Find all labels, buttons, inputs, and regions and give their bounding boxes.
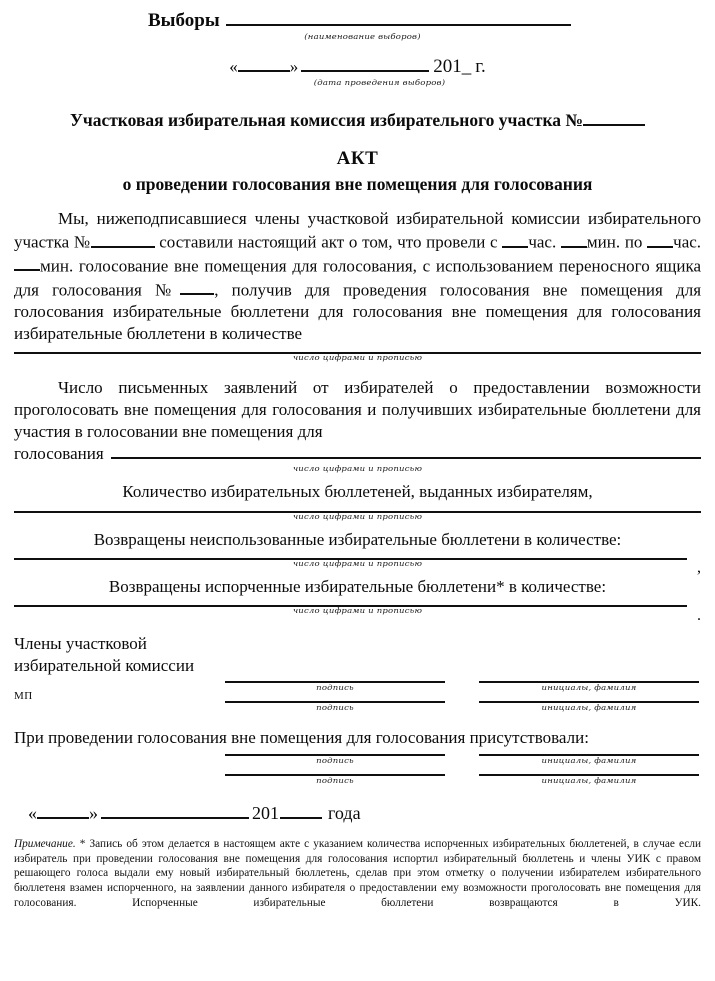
elections-header-row	[14, 0, 701, 32]
spoiled-ballots-statement: Возвращены испорченные избирательные бюллетени* в количестве:	[108, 577, 607, 597]
unused-ballots-caption: число цифрами и прописью	[292, 559, 423, 569]
bottom-year-blank[interactable]	[280, 800, 322, 819]
quote-open: «	[28, 802, 37, 823]
signature-cell	[225, 754, 445, 766]
issued-ballots-caption: число цифрами и прописью	[292, 512, 423, 522]
name-caption: инициалы, фамилия	[541, 756, 637, 766]
elections-name-caption: (наименование выборов)	[304, 32, 421, 42]
start-minute-blank[interactable]	[561, 230, 587, 248]
issued-ballots-rule-row	[14, 511, 701, 522]
paragraph-seg-3: час.	[528, 232, 557, 252]
observer-name-blank[interactable]	[479, 754, 699, 756]
year-prefix: 201_	[433, 55, 472, 77]
ballots-received-caption: число цифрами и прописью	[292, 353, 423, 364]
precinct-number-blank[interactable]	[583, 108, 645, 126]
elections-date-row	[14, 53, 701, 78]
month-blank[interactable]	[301, 53, 429, 72]
paragraph-seg-1: Мы, нижеподписавшиеся члены участковой избирательной комиссии избирательного участка №	[14, 208, 701, 252]
signature-cell	[225, 681, 445, 693]
commission-members-block	[14, 633, 701, 677]
bottom-year-word: года	[328, 802, 361, 823]
day-blank[interactable]	[238, 53, 290, 72]
elections-name-blank[interactable]	[226, 11, 571, 26]
name-cell	[479, 701, 699, 713]
quote-open: «	[229, 56, 238, 76]
signature-row	[14, 774, 701, 786]
observer-signature-blank[interactable]	[225, 754, 445, 756]
end-minute-blank[interactable]	[14, 254, 40, 272]
start-hour-blank[interactable]	[502, 230, 528, 248]
signature-cell	[225, 701, 445, 713]
unused-ballots-punctuation: ,	[697, 559, 701, 577]
spoiled-ballots-rule-row	[14, 605, 701, 624]
bottom-day-blank[interactable]	[37, 800, 89, 819]
commission-label: Участковая избирательная комиссия избирательного участка №	[69, 109, 583, 130]
signature-caption: подпись	[316, 683, 354, 693]
elections-date-caption: (дата проведения выборов)	[313, 78, 446, 88]
applications-tail-word: голосования	[14, 444, 104, 464]
applications-tail-row	[14, 443, 701, 465]
act-title: АКТ	[336, 147, 379, 169]
ballot-box-number-blank[interactable]	[180, 278, 214, 296]
signature-caption: подпись	[316, 703, 354, 713]
name-caption: инициалы, фамилия	[541, 683, 637, 693]
signature-row	[14, 681, 701, 693]
signature-caption: подпись	[316, 776, 354, 786]
members-line-2: избирательной комиссии	[14, 655, 195, 675]
precinct-number-inline-blank[interactable]	[91, 230, 155, 248]
name-cell	[479, 774, 699, 786]
applications-count-blank[interactable]	[111, 444, 701, 459]
observers-signature-grid	[14, 754, 701, 787]
paragraph-seg-2: составили настоящий акт о том, что провели с	[159, 232, 498, 252]
unused-ballots-rule-row	[14, 558, 701, 577]
commission-line	[14, 108, 701, 131]
name-caption: инициалы, фамилия	[541, 776, 637, 786]
ballots-received-rule-row	[14, 352, 701, 363]
footnote-text: * Запись об этом делается в настоящем акте с указанием количества испорченных избирательных бюллетеней, в случае если избиратель при проведении голосования вне помещения для голосования испортил избирательный бюллетень и члены УИК с правом решающего голоса выдали ему новый избирательный бюллетень, сделав при этом отметку о получении избирателем избирательного бюллетеня взамен испорченного, на заявлении данного избирателя о предоставлении ему возможности проголосовать вне помещения для голосования. Испорченные избирательные бюллетени возвращаются в УИК.	[14, 837, 702, 909]
act-subtitle: о проведении голосования вне помещения для голосования	[122, 173, 593, 194]
name-cell	[479, 754, 699, 766]
signature-caption: подпись	[316, 756, 354, 766]
issued-ballots-statement: Количество избирательных бюллетеней, выданных избирателям,	[122, 482, 593, 502]
name-caption: инициалы, фамилия	[541, 703, 637, 713]
observers-present-line: При проведении голосования вне помещения для голосования присутствовали:	[14, 727, 589, 747]
spoiled-ballots-caption: число цифрами и прописью	[292, 606, 423, 617]
members-line-1: Члены участковой	[14, 633, 147, 653]
quote-close: »	[289, 56, 299, 76]
paragraph-seg-4: мин. по	[586, 232, 643, 252]
members-signature-grid	[14, 681, 701, 714]
stamp-mark: МП	[14, 689, 33, 702]
bottom-date-row	[14, 800, 701, 824]
elections-label: Выборы	[148, 10, 220, 31]
main-paragraph	[14, 208, 701, 345]
footnote	[14, 837, 701, 910]
end-hour-blank[interactable]	[647, 230, 673, 248]
bottom-month-blank[interactable]	[101, 800, 249, 819]
applications-count-caption: число цифрами и прописью	[292, 464, 423, 474]
spoiled-ballots-punctuation: .	[697, 606, 701, 624]
paragraph-seg-7: , получив для проведения голосования вне помещения для голосования избирательные бюллетени для голосования вне помещения для голосования избирательные бюллетени в количестве	[14, 280, 702, 344]
name-cell	[479, 681, 699, 693]
signature-row	[14, 754, 701, 766]
unused-ballots-statement: Возвращены неиспользованные избирательные бюллетени в количестве:	[93, 529, 622, 549]
signature-row	[14, 701, 701, 713]
paragraph-seg-5: час.	[673, 232, 702, 252]
quote-close: »	[89, 802, 98, 823]
bottom-year-prefix: 201	[252, 802, 279, 823]
paragraph-seg-6: мин. голосование вне помещения для голосования, с использованием переносного ящика для голосования №	[14, 256, 701, 300]
signature-cell	[225, 774, 445, 786]
applications-paragraph: Число письменных заявлений от избирателей о предоставлении возможности проголосовать вне помещения для голосования и получивших избирательные бюллетени для участия в голосовании вне помещения для	[14, 377, 701, 441]
footnote-label: Примечание.	[14, 837, 76, 850]
year-suffix: г.	[475, 55, 486, 77]
